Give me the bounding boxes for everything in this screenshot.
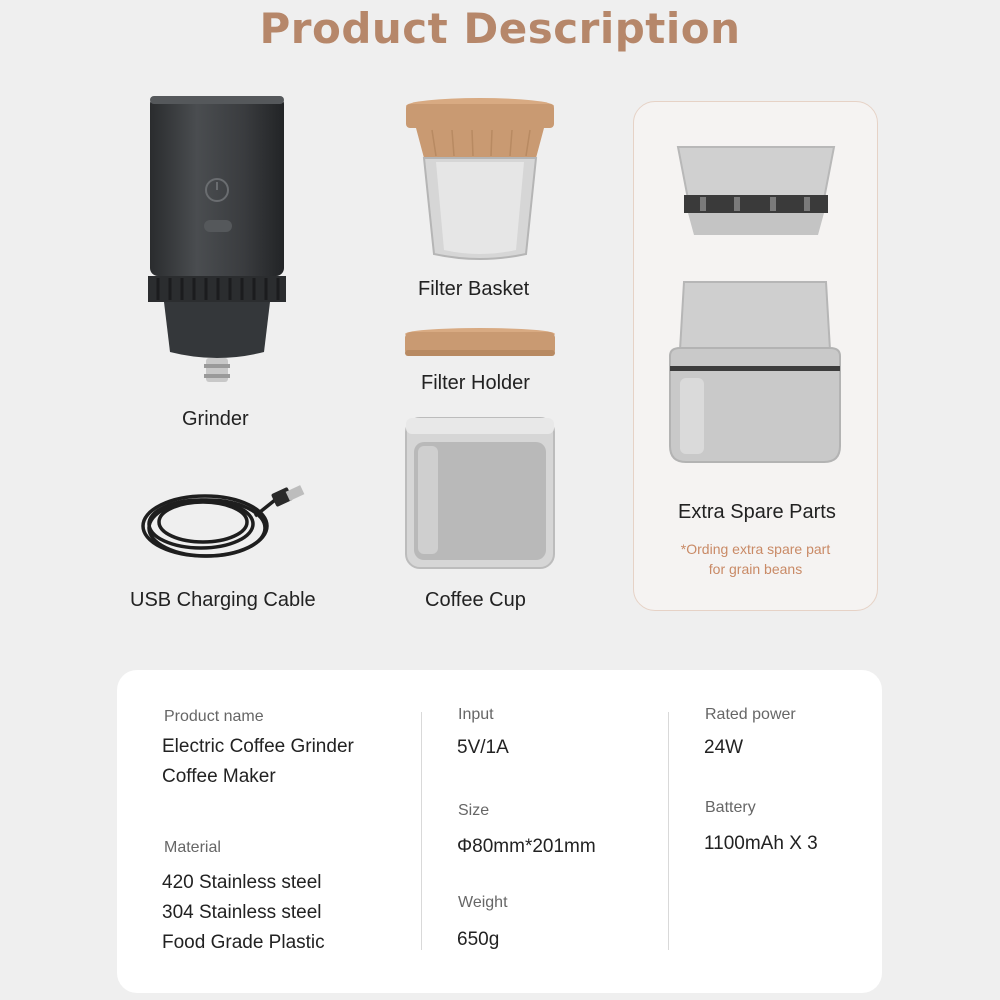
page-title: Product Description <box>259 4 741 53</box>
extra-spare-note-line-2: for grain beans <box>708 561 803 577</box>
material-value-line-2: 304 Stainless steel <box>162 902 322 923</box>
input-value: 5V/1A <box>457 737 509 758</box>
usb-cable-image <box>135 480 315 570</box>
material-value-line-3: Food Grade Plastic <box>162 932 325 953</box>
grinder-label: Grinder <box>182 408 249 430</box>
filter-holder-image <box>402 326 558 362</box>
battery-value: 1100mAh X 3 <box>704 833 818 854</box>
specs-divider-1 <box>421 712 422 950</box>
battery-label: Battery <box>705 799 756 816</box>
size-value: Φ80mm*201mm <box>457 836 596 857</box>
size-label: Size <box>458 802 490 819</box>
spare-cup-part-image <box>668 278 842 466</box>
weight-value: 650g <box>457 929 500 950</box>
specs-card <box>117 670 882 993</box>
filter-basket-label: Filter Basket <box>418 278 530 300</box>
material-value-line-1: 420 Stainless steel <box>162 872 322 893</box>
filter-basket-image <box>402 96 558 266</box>
product-name-value-line-1: Electric Coffee Grinder <box>162 736 354 757</box>
extra-spare-note-line-1: *Ording extra spare part <box>680 541 831 557</box>
product-name-value-line-2: Coffee Maker <box>162 766 276 787</box>
coffee-cup-label: Coffee Cup <box>425 589 526 611</box>
material-label: Material <box>164 839 221 856</box>
extra-spare-parts-label: Extra Spare Parts <box>678 501 836 523</box>
filter-holder-label: Filter Holder <box>421 372 530 394</box>
input-label: Input <box>458 706 494 723</box>
product-name-label: Product name <box>164 708 264 725</box>
specs-divider-2 <box>668 712 669 950</box>
usb-cable-label: USB Charging Cable <box>130 589 316 611</box>
weight-label: Weight <box>458 894 508 911</box>
spare-top-part-image <box>674 143 838 239</box>
rated-power-value: 24W <box>704 737 744 758</box>
rated-power-label: Rated power <box>705 706 796 723</box>
grinder-image <box>140 92 300 392</box>
coffee-cup-image <box>404 414 556 574</box>
